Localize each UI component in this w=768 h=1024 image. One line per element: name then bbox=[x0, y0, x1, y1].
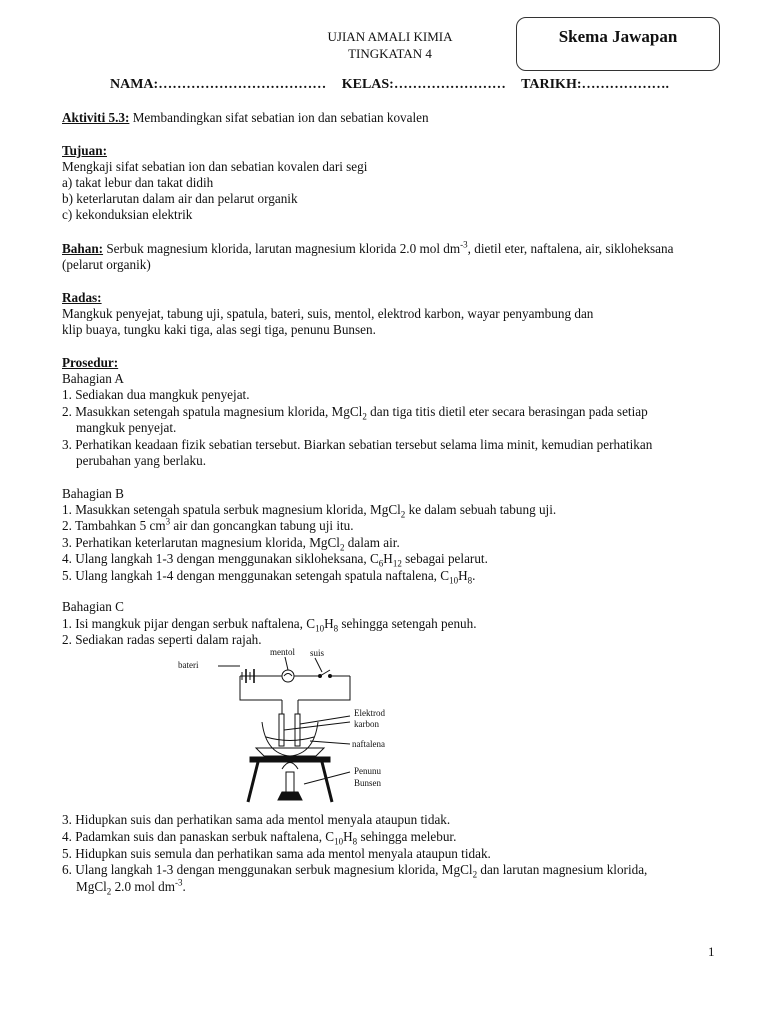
part-b-step bbox=[62, 568, 475, 584]
objective-heading: Tujuan: bbox=[62, 143, 107, 158]
step-text: sehingga setengah penuh. bbox=[338, 616, 477, 631]
step-text: 6. Ulang langkah 1-3 dengan menggunakan serbuk magnesium klorida, MgCl bbox=[62, 862, 473, 877]
subscript: 10 bbox=[315, 623, 325, 634]
part-b-step bbox=[62, 518, 354, 534]
step-text: 4. Padamkan suis dan panaskan serbuk naftalena, C bbox=[62, 829, 335, 844]
materials-heading: Bahan: bbox=[62, 241, 104, 256]
form-level: TINGKATAN 4 bbox=[348, 46, 432, 61]
superscript: 3 bbox=[165, 516, 171, 527]
exam-title: UJIAN AMALI KIMIA bbox=[327, 29, 453, 44]
part-c-step-cont bbox=[76, 879, 186, 895]
subscript: 2 bbox=[400, 509, 406, 520]
date-field: TARIKH:………………. bbox=[521, 77, 670, 92]
step-text: sebagai pelarut. bbox=[401, 551, 488, 566]
part-a-step bbox=[62, 404, 648, 420]
superscript: -3 bbox=[460, 239, 468, 250]
step-text: ke dalam sebuah tabung uji. bbox=[405, 502, 557, 517]
class-field: KELAS:…………………… bbox=[341, 77, 506, 92]
materials-line bbox=[62, 241, 674, 257]
subscript: 8 bbox=[333, 623, 339, 634]
subscript: 8 bbox=[467, 575, 473, 586]
part-a-step: 3. Perhatikan keadaan fizik sebatian tersebut. Biarkan sebatian tersebut selama lima minit, kemudian perhatikan bbox=[62, 437, 653, 452]
label-battery: bateri bbox=[178, 660, 199, 670]
step-text: 4. Ulang langkah 1-3 dengan menggunakan sikloheksana, C bbox=[62, 551, 379, 566]
step-text: MgCl bbox=[76, 879, 107, 894]
answer-scheme-label: Skema Jawapan bbox=[558, 27, 678, 46]
step-text: . bbox=[182, 879, 186, 894]
apparatus-line: klip buaya, tungku kaki tiga, alas segi tiga, penunu Bunsen. bbox=[62, 322, 376, 337]
subscript: 12 bbox=[392, 558, 402, 569]
label-electrode-1: Elektrod bbox=[354, 708, 385, 718]
student-fields bbox=[110, 77, 681, 93]
part-b-step bbox=[62, 535, 400, 551]
part-c-title: Bahagian C bbox=[62, 599, 124, 614]
label-switch: suis bbox=[310, 648, 325, 658]
part-a-title: Bahagian A bbox=[62, 371, 124, 386]
part-b-step bbox=[62, 502, 556, 518]
materials-text: , dietil eter, naftalena, air, sikloheksana bbox=[467, 241, 674, 256]
part-c-step: 3. Hidupkan suis dan perhatikan sama ada mentol menyala ataupun tidak. bbox=[62, 812, 451, 827]
objective-item: a) takat lebur dan takat didih bbox=[62, 175, 214, 190]
subscript: 2 bbox=[339, 542, 345, 553]
page-number: 1 bbox=[708, 944, 715, 959]
step-text: 2. Tambahkan 5 cm bbox=[62, 518, 166, 533]
step-text: dan tiga titis dietil eter secara berasingan pada setiap bbox=[366, 404, 648, 419]
subscript: 6 bbox=[378, 558, 384, 569]
objective-item: c) kekonduksian elektrik bbox=[62, 207, 193, 222]
label-burner-1: Penunu bbox=[354, 766, 381, 776]
apparatus-heading: Radas: bbox=[62, 290, 102, 305]
procedure-heading: Prosedur: bbox=[62, 355, 119, 370]
part-c-step bbox=[62, 616, 477, 632]
part-a-step: 1. Sediakan dua mangkuk penyejat. bbox=[62, 387, 250, 402]
activity-text: Membandingkan sifat sebatian ion dan sebatian kovalen bbox=[129, 110, 429, 125]
activity-label: Aktiviti 5.3: bbox=[62, 110, 130, 125]
label-electrode-2: karbon bbox=[354, 719, 379, 729]
step-text: air dan goncangkan tabung uji itu. bbox=[170, 518, 354, 533]
part-c-step bbox=[62, 829, 456, 845]
step-text: 1. Masukkan setengah spatula serbuk magnesium klorida, MgCl bbox=[62, 502, 401, 517]
subscript: 2 bbox=[472, 869, 478, 880]
materials-text: Serbuk magnesium klorida, larutan magnesium klorida 2.0 mol dm bbox=[103, 241, 461, 256]
subscript: 2 bbox=[106, 886, 112, 897]
step-text: H bbox=[458, 568, 468, 583]
subscript: 2 bbox=[362, 411, 367, 422]
label-bulb: mentol bbox=[270, 647, 295, 657]
step-text: 2. Masukkan setengah spatula magnesium klorida, MgCl bbox=[62, 404, 363, 419]
label-burner-2: Bunsen bbox=[354, 778, 381, 788]
objective-item: b) keterlarutan dalam air dan pelarut organik bbox=[62, 191, 298, 206]
step-text: dalam air. bbox=[344, 535, 400, 550]
step-text: H bbox=[343, 829, 353, 844]
part-c-step: 2. Sediakan radas seperti dalam rajah. bbox=[62, 632, 262, 647]
step-text: 3. Perhatikan keterlarutan magnesium klorida, MgCl bbox=[62, 535, 340, 550]
step-text: H bbox=[383, 551, 393, 566]
subscript: 10 bbox=[449, 575, 459, 586]
step-text: 2.0 mol dm bbox=[111, 879, 176, 894]
apparatus-line: Mangkuk penyejat, tabung uji, spatula, bateri, suis, mentol, elektrod karbon, wayar penyambung dan bbox=[62, 306, 594, 321]
objective-intro: Mengkaji sifat sebatian ion dan sebatian kovalen dari segi bbox=[62, 159, 368, 174]
label-naphthalene: naftalena bbox=[352, 739, 385, 749]
superscript: -3 bbox=[175, 877, 183, 888]
part-c-step: 5. Hidupkan suis semula dan perhatikan sama ada mentol menyala ataupun tidak. bbox=[62, 846, 491, 861]
part-b-step bbox=[62, 551, 488, 567]
materials-line-2: (pelarut organik) bbox=[62, 257, 151, 272]
subscript: 10 bbox=[334, 836, 344, 847]
part-b-title: Bahagian B bbox=[62, 486, 124, 501]
step-text: 5. Ulang langkah 1-4 dengan menggunakan setengah spatula naftalena, C bbox=[62, 568, 450, 583]
part-c-step bbox=[62, 862, 647, 878]
name-field: NAMA:……………………………… bbox=[110, 77, 327, 92]
step-text: 1. Isi mangkuk pijar dengan serbuk naftalena, C bbox=[62, 616, 316, 631]
part-a-step-cont: mangkuk penyejat. bbox=[76, 420, 177, 435]
part-a-step-cont: perubahan yang berlaku. bbox=[76, 453, 206, 468]
step-text: . bbox=[472, 568, 476, 583]
activity-line bbox=[62, 110, 429, 126]
step-text: sehingga melebur. bbox=[357, 829, 457, 844]
subscript: 8 bbox=[352, 836, 358, 847]
step-text: H bbox=[324, 616, 334, 631]
step-text: dan larutan magnesium klorida, bbox=[477, 862, 648, 877]
apparatus-diagram bbox=[170, 644, 410, 814]
